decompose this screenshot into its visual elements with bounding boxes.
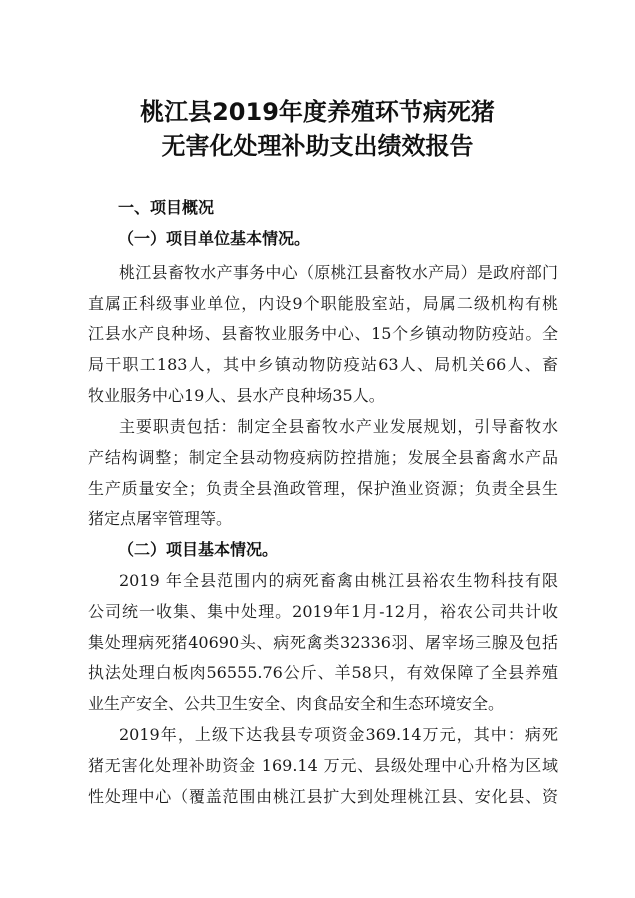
paragraph-line: 2019年，上级下达我县专项资金369.14万元，其中：病死	[119, 725, 558, 744]
paragraph-line: 猪定点屠宰管理等。	[88, 509, 233, 528]
paragraph-line: 公司统一收集、集中处理。2019年1月-12月，裕农公司共计收	[88, 602, 558, 621]
paragraph-line: 执法处理白板肉56555.76公斤、羊58只，有效保障了全县养殖	[88, 663, 558, 682]
paragraph-line: 集处理病死猪40690头、病死禽类32336羽、屠宰场三腺及包括	[88, 633, 558, 652]
subsection-heading-1: （一）项目单位基本情况。	[118, 229, 311, 248]
paragraph-line: 主要职责包括：制定全县畜牧水产业发展规划，引导畜牧水	[119, 417, 558, 436]
report-title-line-2: 无害化处理补助支出绩效报告	[161, 132, 474, 160]
paragraph-line: 2019 年全县范围内的病死畜禽由桃江县裕农生物科技有限	[119, 571, 558, 590]
paragraph-line: 桃江县畜牧水产事务中心（原桃江县畜牧水产局）是政府部门	[119, 263, 558, 282]
paragraph-line: 局干职工183人，其中乡镇动物防疫站63人、局机关66人、畜	[88, 355, 558, 374]
paragraph-line: 猪无害化处理补助资金 169.14 万元、县级处理中心升格为区域	[88, 756, 558, 775]
paragraph-line: 直属正科级事业单位，内设9个职能股室站，局属二级机构有桃	[88, 294, 558, 313]
report-title-line-1: 桃江县2019年度养殖环节病死猪	[140, 98, 495, 126]
paragraph-line: 牧业服务中心19人、县水产良种场35人。	[88, 386, 385, 405]
subsection-heading-2: （二）项目基本情况。	[118, 540, 279, 559]
paragraph-line: 性处理中心（覆盖范围由桃江县扩大到处理桃江县、安化县、资	[88, 787, 558, 806]
section-heading: 一、项目概况	[118, 198, 215, 217]
paragraph-line: 业生产安全、公共卫生安全、肉食品安全和生态环境安全。	[88, 694, 505, 713]
paragraph-line: 产结构调整；制定全县动物疫病防控措施；发展全县畜禽水产品	[88, 448, 558, 467]
paragraph-line: 江县水产良种场、县畜牧业服务中心、15个乡镇动物防疫站。全	[88, 324, 558, 343]
paragraph-line: 生产质量安全；负责全县渔政管理，保护渔业资源；负责全县生	[88, 479, 558, 498]
